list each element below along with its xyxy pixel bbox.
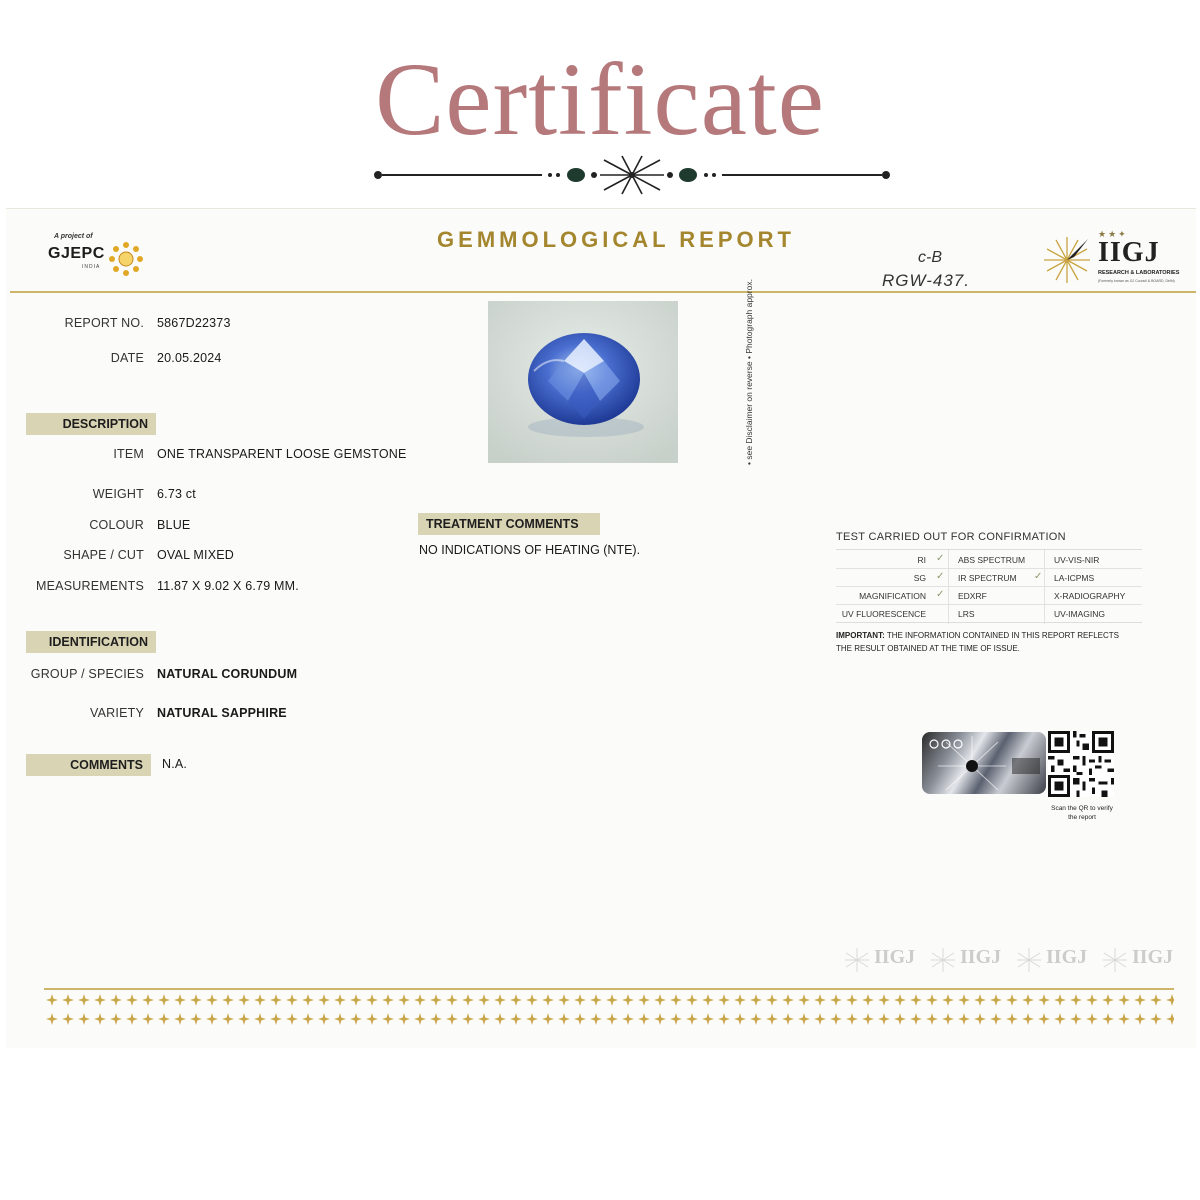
starburst-icon <box>930 947 956 973</box>
tests-title: TEST CARRIED OUT FOR CONFIRMATION <box>836 531 1066 543</box>
variety-label: VARIETY <box>90 706 144 720</box>
photo-disclaimer: • see Disclaimer on reverse • Photograph approx. <box>744 279 754 465</box>
gjepc-logo <box>46 231 166 281</box>
hologram-seal <box>922 732 1046 794</box>
test-uv-fluorescence: UV FLUORESCENCE <box>841 609 926 619</box>
description-header: DESCRIPTION <box>26 413 156 435</box>
check-icon: ✓ <box>936 589 945 600</box>
watermark-row <box>844 945 1184 975</box>
watermark-logo <box>1016 945 1096 975</box>
certificate-title: Certificate <box>375 42 825 157</box>
treatment-text: NO INDICATIONS OF HEATING (NTE). <box>419 543 641 557</box>
weight-value: 6.73 ct <box>157 487 196 501</box>
iigj-logo <box>1038 229 1188 291</box>
important-notice <box>836 629 1136 655</box>
qr-code[interactable] <box>1048 731 1114 797</box>
qr-caption: Scan the QR to verify the report <box>1051 805 1113 821</box>
watermark-text: IIGJ <box>1132 946 1174 968</box>
starburst-icon <box>1016 947 1042 973</box>
measurements-label: MEASUREMENTS <box>36 579 144 593</box>
starburst-icon <box>1102 947 1128 973</box>
gjepc-tagline: A project of <box>54 233 93 240</box>
check-icon: ✓ <box>1034 571 1043 582</box>
report-sheet <box>6 208 1196 1048</box>
colour-value: BLUE <box>157 518 191 532</box>
test-edxrf: EDXRF <box>958 591 987 601</box>
gjepc-name: GJEPC <box>48 245 105 262</box>
sun-icon <box>108 241 144 277</box>
starburst-icon <box>1042 235 1092 285</box>
treatment-header: TREATMENT COMMENTS <box>418 513 600 535</box>
ornament-divider <box>372 150 892 200</box>
test-ri: RI <box>917 555 926 565</box>
gjepc-country: INDIA <box>82 264 101 270</box>
group-species-label: GROUP / SPECIES <box>30 667 144 681</box>
sapphire-image <box>488 301 678 463</box>
iigj-subtitle: RESEARCH & LABORATORIES <box>1098 270 1180 276</box>
test-magnification: MAGNIFICATION <box>859 591 926 601</box>
iigj-fineprint: (Formerly known as GJ Council & BOARD, Delhi) <box>1098 279 1175 283</box>
watermark-text: IIGJ <box>1046 946 1088 968</box>
iigj-stars: ★★✦ <box>1098 229 1128 239</box>
watermark-logo <box>1102 945 1182 975</box>
footer-divider <box>44 988 1174 990</box>
test-abs-spectrum: ABS SPECTRUM <box>958 555 1026 565</box>
test-lrs: LRS <box>958 609 975 619</box>
comments-value: N.A. <box>162 757 188 771</box>
gemstone-photo <box>488 301 678 463</box>
check-icon: ✓ <box>936 553 945 564</box>
group-species-value: NATURAL CORUNDUM <box>157 667 298 681</box>
item-label: ITEM <box>113 447 144 461</box>
report-no-label: REPORT NO. <box>64 316 144 330</box>
identification-header: IDENTIFICATION <box>26 631 156 653</box>
handwritten-line-2: RGW-437. <box>882 271 970 290</box>
test-sg: SG <box>913 573 926 583</box>
important-label: IMPORTANT: <box>836 631 885 640</box>
date-value: 20.05.2024 <box>157 351 222 365</box>
test-la-icpms: LA-ICPMS <box>1054 573 1095 583</box>
date-label: DATE <box>110 351 144 365</box>
weight-label: WEIGHT <box>92 487 144 501</box>
test-x-radiography: X-RADIOGRAPHY <box>1054 591 1126 601</box>
colour-label: COLOUR <box>89 518 144 532</box>
starburst-icon <box>844 947 870 973</box>
important-text: THE INFORMATION CONTAINED IN THIS REPORT REFLECTS THE RESULT OBTAINED AT THE TIME OF ISSUE. <box>836 631 1119 653</box>
shape-cut-value: OVAL MIXED <box>157 548 235 562</box>
shape-cut-label: SHAPE / CUT <box>63 548 144 562</box>
watermark-text: IIGJ <box>960 946 1002 968</box>
watermark-logo <box>930 945 1010 975</box>
header-divider <box>10 291 1196 293</box>
watermark-logo <box>844 945 924 975</box>
iigj-name: IIGJ <box>1098 237 1160 268</box>
report-heading: GEMMOLOGICAL REPORT <box>437 227 795 252</box>
measurements-value: 11.87 X 9.02 X 6.79 MM. <box>157 579 299 593</box>
handwritten-line-1: c-B <box>918 249 942 266</box>
test-uv-vis-nir: UV-VIS-NIR <box>1054 555 1100 565</box>
handwritten-note <box>876 249 1026 301</box>
watermark-text: IIGJ <box>874 946 916 968</box>
check-icon: ✓ <box>936 571 945 582</box>
item-value: ONE TRANSPARENT LOOSE GEMSTONE <box>157 447 407 461</box>
tests-table <box>836 549 1142 623</box>
test-ir-spectrum: IR SPECTRUM <box>958 573 1017 583</box>
comments-header: COMMENTS <box>26 754 151 776</box>
report-no-value: 5867D22373 <box>157 316 231 330</box>
test-uv-imaging: UV-IMAGING <box>1054 609 1106 619</box>
variety-value: NATURAL SAPPHIRE <box>157 706 287 720</box>
footer-pattern <box>44 991 1174 1029</box>
